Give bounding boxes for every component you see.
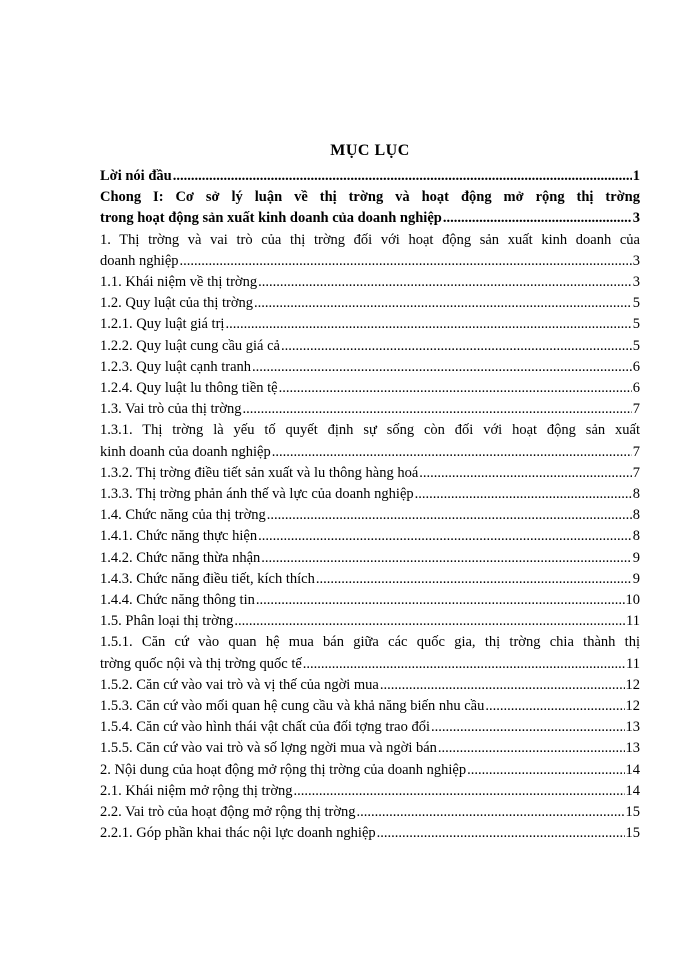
toc-entry-text: 1.3.2. Thị trờng điều tiết sản xuất và lu thông hàng hoá xyxy=(100,464,419,481)
toc-entry xyxy=(100,187,640,229)
toc-entry xyxy=(100,230,640,272)
toc-entry xyxy=(100,336,640,357)
toc-entry-page: 6 xyxy=(632,380,640,397)
toc-entry xyxy=(100,823,640,844)
toc-entry-text: 1.3.3. Thị trờng phản ánh thế và lực của doanh nghiệp xyxy=(100,486,414,503)
toc-entry xyxy=(100,696,640,717)
toc-entry xyxy=(100,717,640,738)
toc-entry-page: 8 xyxy=(632,507,640,524)
toc-title: MỤC LỤC xyxy=(330,142,410,159)
toc-entry xyxy=(100,420,640,462)
toc-entry-page: 8 xyxy=(632,528,640,545)
toc-entry xyxy=(100,611,640,632)
toc-entry xyxy=(100,738,640,759)
toc-entry-text: doanh nghiệp xyxy=(100,252,179,269)
toc-entry-text: 2.1. Khái niệm mở rộng thị trờng xyxy=(100,782,293,799)
toc-entry-page: 5 xyxy=(632,337,640,354)
toc-entry xyxy=(100,505,640,526)
toc-entry xyxy=(100,166,640,187)
toc-entry-text: 1.5.5. Căn cứ vào vai trò và số lợng ngời mua và ngời bán xyxy=(100,740,437,757)
toc-entry xyxy=(100,484,640,505)
toc-entry xyxy=(100,632,640,674)
toc-entry xyxy=(100,590,640,611)
toc-entry xyxy=(100,378,640,399)
toc-entry-page: 7 xyxy=(632,401,640,418)
toc-entry-page: 7 xyxy=(632,443,640,460)
toc-entry xyxy=(100,314,640,335)
toc-entry-page: 13 xyxy=(625,719,640,736)
toc-entry-text: 1.5.4. Căn cứ vào hình thái vật chất của đối tợng trao đổi xyxy=(100,719,431,736)
toc-entry-page: 13 xyxy=(625,740,640,757)
toc-entry-line1: 1. Thị trờng và vai trò của thị trờng đối với hoạt động sản xuất kinh doanh của xyxy=(100,231,640,248)
toc-entry-page: 5 xyxy=(632,316,640,333)
toc-entry-page: 15 xyxy=(625,804,640,821)
toc-entry-page: 12 xyxy=(625,698,640,715)
toc-entry-text: 1.5.3. Căn cứ vào mối quan hệ cung cầu và khả năng biến nhu cầu xyxy=(100,698,485,715)
toc-entry xyxy=(100,463,640,484)
toc-entry-text: 1.2.1. Quy luật giá trị xyxy=(100,316,225,333)
toc-entry-page: 12 xyxy=(625,676,640,693)
toc-entry-page: 8 xyxy=(632,486,640,503)
toc-entry-text: 1.2.3. Quy luật cạnh tranh xyxy=(100,358,252,375)
toc-entry-text: 2.2. Vai trò của hoạt động mở rộng thị trờng xyxy=(100,804,356,821)
toc-entry-page: 14 xyxy=(625,782,640,799)
toc-entry-page: 15 xyxy=(625,825,640,842)
toc-entry xyxy=(100,293,640,314)
toc-entry-text: 1.4.1. Chức năng thực hiện xyxy=(100,528,258,545)
toc-entry-page: 7 xyxy=(632,464,640,481)
toc-entry-line1: 1.5.1. Căn cứ vào quan hệ mua bán giữa các quốc gia, thị trờng chia thành thị xyxy=(100,634,640,651)
toc-entry xyxy=(100,399,640,420)
toc-entry-page: 9 xyxy=(632,570,640,587)
toc-entry-text: 1.2. Quy luật của thị trờng xyxy=(100,295,254,312)
toc-entry-text: Lời nói đầu xyxy=(100,168,172,184)
toc-entry-text: 1.4.3. Chức năng điều tiết, kích thích xyxy=(100,570,315,587)
toc-entry xyxy=(100,781,640,802)
toc-entry-text: 2. Nội dung của hoạt động mở rộng thị trờng của doanh nghiệp xyxy=(100,761,467,778)
toc-entry-text: 1.2.4. Quy luật lu thông tiền tệ xyxy=(100,380,278,397)
toc-entry xyxy=(100,569,640,590)
toc-entry xyxy=(100,675,640,696)
toc-entry-page: 1 xyxy=(632,168,640,184)
toc-page xyxy=(100,142,640,845)
toc-entry-page: 3 xyxy=(632,210,640,227)
toc-entry-line1: Chong I: Cơ sở lý luận về thị trờng và hoạt động mở rộng thị trờng xyxy=(100,189,640,206)
toc-entry-page: 10 xyxy=(625,592,640,609)
toc-entry-text: 1.5. Phân loại thị trờng xyxy=(100,613,234,630)
toc-entry-page: 6 xyxy=(632,358,640,375)
toc-entry-text: trong hoạt động sản xuất kinh doanh của doanh nghiệp xyxy=(100,210,442,227)
toc-entry-text: kinh doanh của doanh nghiệp xyxy=(100,443,271,460)
toc-entry xyxy=(100,760,640,781)
toc-entry-page: 11 xyxy=(626,655,640,672)
toc-entry-text: 1.4. Chức năng của thị trờng xyxy=(100,507,266,524)
toc-entry xyxy=(100,548,640,569)
toc-entry-text: trờng quốc nội và thị trờng quốc tế xyxy=(100,655,302,672)
toc-entry-page: 5 xyxy=(632,295,640,312)
toc-entry-text: 1.3. Vai trò của thị trờng xyxy=(100,401,242,418)
toc-entry-page: 3 xyxy=(632,252,640,269)
toc-entry-text: 1.2.2. Quy luật cung cầu giá cả xyxy=(100,337,280,354)
toc-entry-page: 14 xyxy=(625,761,640,778)
toc-entry-page: 11 xyxy=(626,613,640,630)
toc-entry-text: 1.5.2. Căn cứ vào vai trò và vị thế của ngời mua xyxy=(100,676,379,693)
toc-entry-text: 1.1. Khái niệm về thị trờng xyxy=(100,274,258,291)
toc-entry xyxy=(100,272,640,293)
toc-entry xyxy=(100,357,640,378)
toc-entry-line1: 1.3.1. Thị trờng là yếu tố quyết định sự sống còn đối với hoạt động sản xuất xyxy=(100,422,640,439)
toc-entry-page: 3 xyxy=(632,274,640,291)
toc-entry-text: 1.4.2. Chức năng thừa nhận xyxy=(100,549,261,566)
toc-entry xyxy=(100,526,640,547)
toc-entry-text: 2.2.1. Góp phần khai thác nội lực doanh nghiệp xyxy=(100,825,376,842)
toc-entry-page: 9 xyxy=(632,549,640,566)
toc-entry-text: 1.4.4. Chức năng thông tin xyxy=(100,592,255,609)
toc-entry xyxy=(100,802,640,823)
